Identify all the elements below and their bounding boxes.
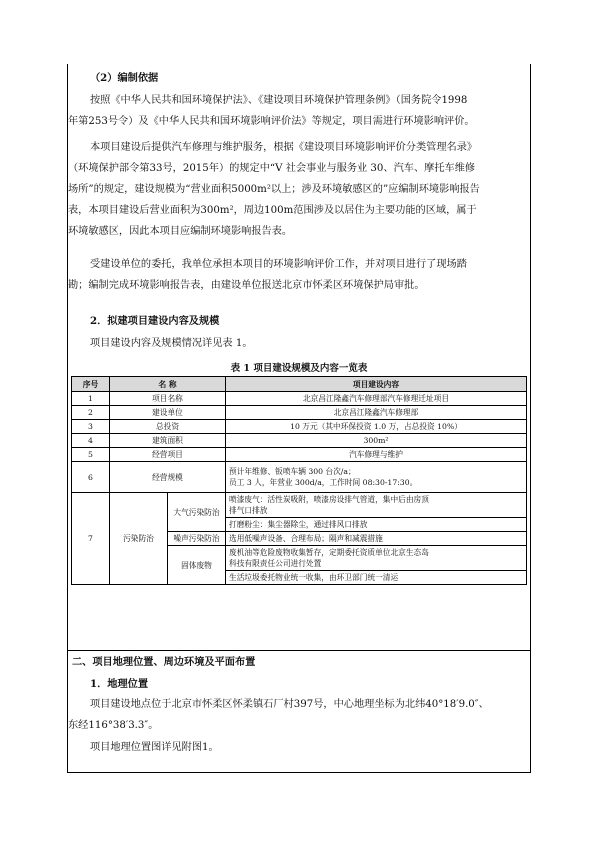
location-paragraph-1 bbox=[68, 694, 530, 736]
scope-intro: 项目建设内容及规模情况详见表 1。 bbox=[90, 338, 253, 349]
air-label: 大气污染防治 bbox=[168, 493, 226, 532]
header-content: 项目建设内容 bbox=[226, 377, 527, 392]
row-no: 7 bbox=[72, 493, 110, 585]
table-row bbox=[72, 448, 527, 462]
row-no: 3 bbox=[72, 420, 110, 434]
basis-paragraph-1 bbox=[68, 90, 530, 132]
row-content: 300m² bbox=[226, 434, 527, 448]
table-row bbox=[72, 462, 527, 493]
row-content bbox=[226, 462, 527, 493]
location-paragraph-2 bbox=[68, 737, 530, 758]
basis-paragraph-2 bbox=[68, 137, 530, 242]
table-header-row bbox=[72, 377, 527, 392]
noise-label: 噪声污染防治 bbox=[168, 532, 226, 546]
project-table bbox=[71, 376, 527, 585]
row-name: 污染防治 bbox=[110, 493, 168, 585]
row-content: 北京昌江隆鑫汽车修理部 bbox=[226, 406, 527, 420]
table-row bbox=[72, 434, 527, 448]
content-line: 员工 3 人，年营业 300d/a，工作时间 08:30-17:30。 bbox=[229, 478, 418, 487]
text-line: 项目地理位置图详见附图1。 bbox=[90, 742, 219, 753]
row-content: 北京昌江隆鑫汽车修理部汽车修理迁址项目 bbox=[226, 392, 527, 406]
table-row bbox=[72, 420, 527, 434]
text-line: 勘；编制完成环境影响报告表，由建设单位报送北京市怀柔区环境保护局审批。 bbox=[68, 280, 425, 291]
row-no: 4 bbox=[72, 434, 110, 448]
row-name: 建设单位 bbox=[110, 406, 226, 420]
location-subheading: 1．地理位置 bbox=[90, 678, 149, 690]
text-line: 项目建设地点位于北京市怀柔区怀柔镇石厂村397号，中心地理坐标为北纬40°18′9.0″、 bbox=[90, 699, 489, 710]
scope-heading: 2．拟建项目建设内容及规模 bbox=[90, 315, 220, 327]
waste-label: 固体废物 bbox=[168, 546, 226, 585]
header-no: 序号 bbox=[72, 377, 110, 392]
text-line: 表，本项目建设后营业面积为300m²，周边100m范围涉及以居住为主要功能的区域，属于 bbox=[68, 205, 477, 216]
row-name: 项目名称 bbox=[110, 392, 226, 406]
text-line: 受建设单位的委托，我单位承担本项目的环境影响评价工作，并对项目进行了现场踏 bbox=[90, 259, 467, 270]
table-row bbox=[72, 406, 527, 420]
content-line: 排气口排放 bbox=[229, 506, 268, 515]
row-no: 6 bbox=[72, 462, 110, 493]
air-measure-2: 打磨粉尘：集尘器除尘，通过排风口排放 bbox=[226, 518, 527, 532]
text-line: 环境敏感区，因此本项目应编制环境影响报告表。 bbox=[68, 226, 293, 237]
report-frame bbox=[67, 64, 531, 773]
header-name: 名 称 bbox=[110, 377, 226, 392]
table-caption: 表 1 项目建设规模及内容一览表 bbox=[230, 363, 368, 374]
basis-heading: （2）编制依据 bbox=[90, 72, 159, 84]
row-no: 2 bbox=[72, 406, 110, 420]
text-line: 年第253号令）及《中华人民共和国环境影响评价法》等规定，项目需进行环境影响评价。 bbox=[68, 116, 475, 127]
text-line: （环境保护部令第33号，2015年）的规定中“V 社会事业与服务业 30、汽车、摩托车维修 bbox=[68, 163, 476, 174]
row-no: 1 bbox=[72, 392, 110, 406]
content-line: 喷漆废气：活性炭吸附，喷漆房设排气管道，集中后由房顶 bbox=[229, 495, 429, 504]
text-line: 东经116°38′3.3″。 bbox=[68, 720, 159, 731]
row-name: 经营规模 bbox=[110, 462, 226, 493]
row-name: 总投资 bbox=[110, 420, 226, 434]
section-divider bbox=[68, 650, 530, 651]
row-name: 建筑面积 bbox=[110, 434, 226, 448]
basis-paragraph-3 bbox=[68, 254, 530, 296]
row-no: 5 bbox=[72, 448, 110, 462]
content-line: 预计年维修、钣喷车辆 300 台次/a； bbox=[229, 467, 356, 476]
text-line: 场所”的规定，建设规模为“营业面积5000m²以上；涉及环境敏感区的”应编制环境影响报告 bbox=[68, 184, 480, 195]
waste-measure-1 bbox=[226, 546, 527, 571]
row-name: 经营项目 bbox=[110, 448, 226, 462]
section-heading: 二、项目地理位置、周边环境及平面布置 bbox=[72, 656, 256, 668]
content-line: 废机油等危险废物收集暂存，定期委托资质单位北京生态岛 bbox=[229, 548, 429, 557]
noise-measure: 选用低噪声设备、合理布局；隔声和减震措施 bbox=[226, 532, 527, 546]
table-row bbox=[72, 392, 527, 406]
waste-measure-2: 生活垃圾委托物业统一收集，由环卫部门统一清运 bbox=[226, 571, 527, 585]
text-line: 本项目建设后提供汽车修理与维护服务，根据《建设项目环境影响评价分类管理名录》 bbox=[90, 142, 478, 153]
row-content: 汽车修理与维护 bbox=[226, 448, 527, 462]
table-row bbox=[72, 493, 527, 518]
row-content: 10 万元（其中环保投资 1.0 万，占总投资 10%） bbox=[226, 420, 527, 434]
content-line: 科技有限责任公司进行处置 bbox=[229, 559, 322, 568]
text-line: 按照《中华人民共和国环境保护法》、《建设项目环境保护管理条例》（国务院令1998 bbox=[90, 95, 468, 106]
air-measure-1 bbox=[226, 493, 527, 518]
